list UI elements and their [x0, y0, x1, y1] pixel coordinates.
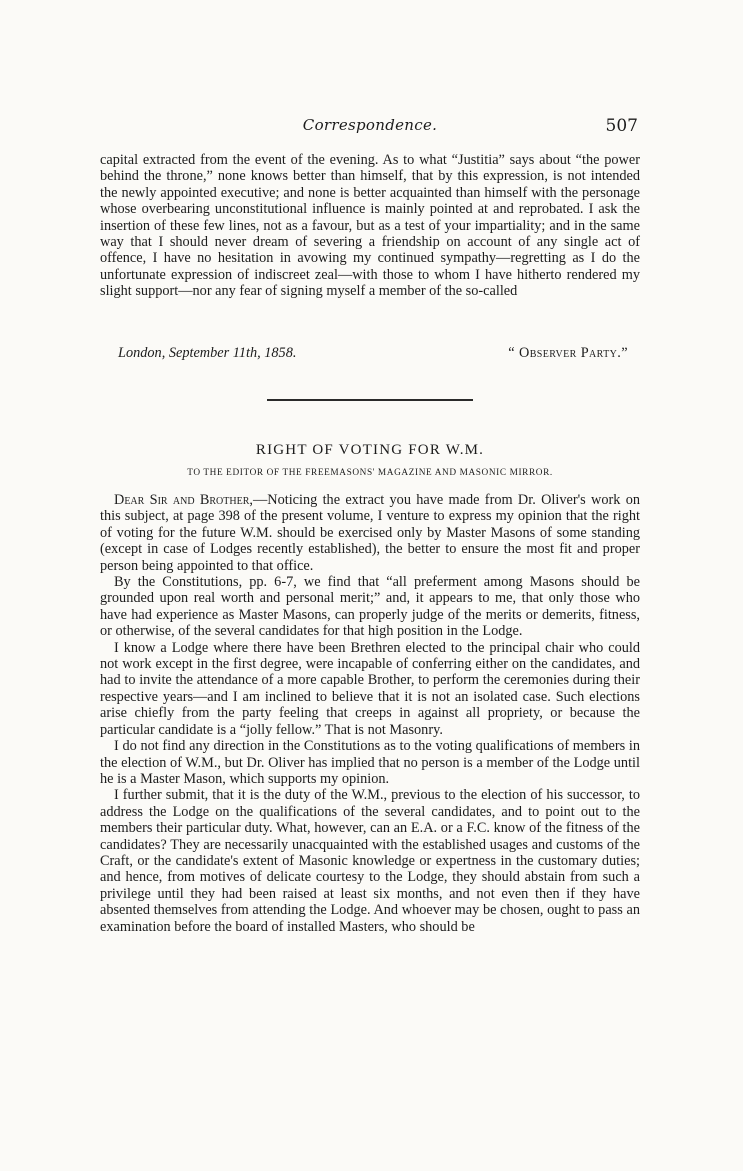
running-head	[100, 116, 640, 138]
article-paragraph: I know a Lodge where there have been Brethren elected to the principal chair who could not work except in the first degree, were incapable of conferring either on the candidates, and had to invite the attendance of a more capable Brother, to perform the ceremonies during their respective years—and I am inclined to believe that it is not an isolated case. Such elections arise chiefly from the party feeling that creeps in against all propriety, or because the particular candidate is a “jolly fellow.” That is not Masonry.	[100, 639, 640, 738]
continued-paragraph: capital extracted from the event of the evening. As to what “Justitia” says about “the power behind the throne,” none knows better than himself, that by this expression, is not intended the newly appointed executive; and none is better acquainted than himself with the personage whose overbearing unconstitutional influence is mainly pointed at and reprobated. I ask the insertion of these few lines, not as a favour, but as a test of your impartiality; and in the same way that I should never dream of severing a friendship on account of any single act of offence, I have no hesitation in avowing my continued sympathy—regretting as I do the unfortunate expression of indiscreet zeal—with those to whom I have hitherto rendered my slight support—nor any fear of signing myself a member of the so-called	[100, 152, 640, 300]
article-subtitle: TO THE EDITOR OF THE FREEMASONS' MAGAZINE AND MASONIC MIRROR.	[187, 468, 553, 478]
letter-signature	[118, 345, 628, 363]
article-paragraph: I do not find any direction in the Constitutions as to the voting qualifications of members in the election of W.M., but Dr. Oliver has implied that no person is a member of the Lodge until he is a Master Mason, which supports my opinion.	[100, 738, 640, 787]
article-title: RIGHT OF VOTING FOR W.M.	[255, 442, 485, 458]
continued-letter-text	[100, 152, 640, 300]
article-paragraph	[100, 492, 640, 574]
salutation: Dear Sir and Brother,	[114, 492, 253, 508]
signature-name: “ Observer Party.”	[508, 345, 628, 361]
signature-place-date: London, September 11th, 1858.	[118, 345, 297, 361]
article-paragraph: I further submit, that it is the duty of the W.M., previous to the election of his successor, to address the Lodge on the qualifications of the several candidates, and to point out to the members their particular duty. What, however, can an E.A. or a F.C. know of the fitness of the candidates? They are necessarily unacquainted with the established usages and customs of the Craft, or the candidate's extent of Masonic knowledge or expertness in the customary duties; and hence, from motives of delicate courtesy to the Lodge, they should abstain from such a privilege until they had been raised at least six months, and not even then if they have absented themselves from attending the Lodge. And whoever may be chosen, ought to pass an examination before the board of installed Masters, who should be	[100, 787, 640, 935]
paragraph-text: —Noticing the extract you have made from Dr. Oliver's work on this subject, at page 398 of the present volume, I venture to express my opinion that the right of voting for the future W.M. should be exercised only by Master Masons of some standing (except in case of Lodges recently established), the better to ensure the most fit and proper person being appointed to that office.	[100, 492, 641, 574]
running-head-title: Correspondence.	[302, 116, 438, 134]
page-number: 507	[605, 116, 638, 136]
article-paragraph: By the Constitutions, pp. 6-7, we find that “all preferment among Masons should be grounded upon real worth and personal merit;” and, it appears to me, that only those who have had experience as Master Masons, can properly judge of the merits or demerits, fitness, or otherwise, of the several candidates for that high position in the Lodge.	[100, 574, 640, 640]
section-divider	[267, 399, 473, 401]
article-body	[100, 492, 640, 935]
